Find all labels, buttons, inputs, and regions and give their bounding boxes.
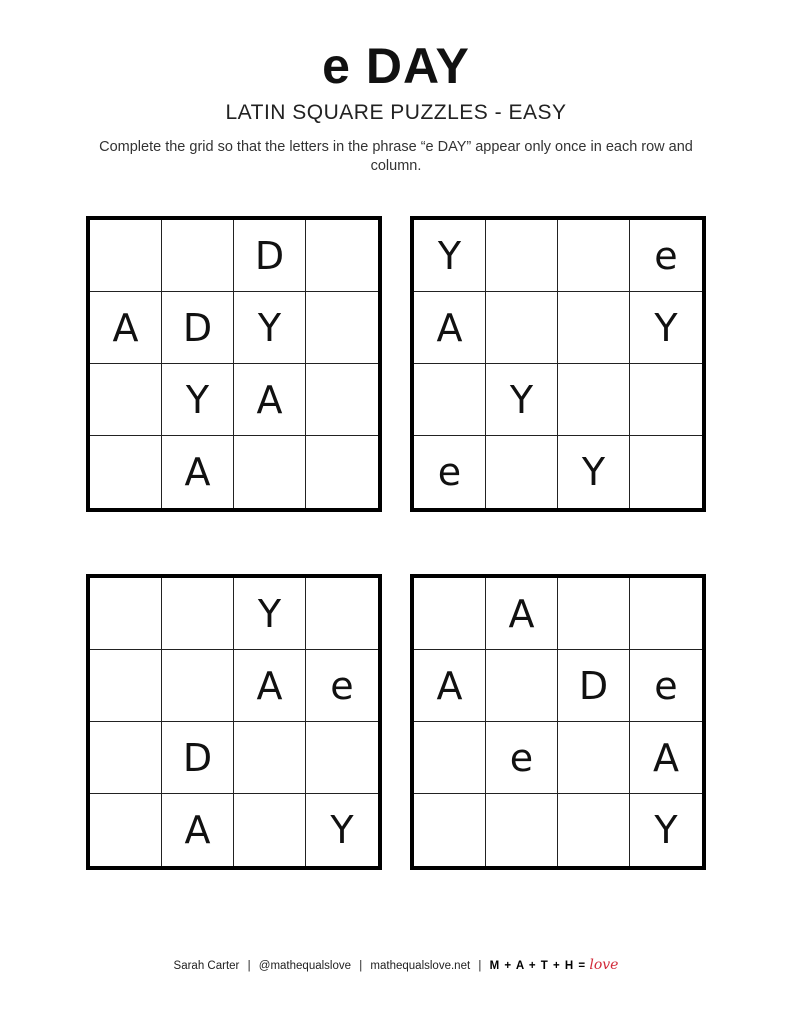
grid-cell[interactable] bbox=[90, 722, 162, 794]
grid-cell[interactable]: D bbox=[162, 292, 234, 364]
grid-cell[interactable] bbox=[234, 722, 306, 794]
grid-cell[interactable]: e bbox=[630, 220, 702, 292]
footer-separator: | bbox=[478, 960, 482, 972]
grid-cell[interactable]: Y bbox=[558, 436, 630, 508]
grid-cell[interactable] bbox=[90, 650, 162, 722]
grid-cell[interactable] bbox=[558, 292, 630, 364]
grid-cell[interactable] bbox=[90, 578, 162, 650]
grid-cell[interactable] bbox=[306, 292, 378, 364]
grid-cell[interactable] bbox=[234, 436, 306, 508]
grid-cell[interactable] bbox=[90, 436, 162, 508]
footer-website: mathequalslove.net bbox=[370, 960, 471, 972]
grid-cell[interactable] bbox=[558, 220, 630, 292]
grid-cell[interactable] bbox=[486, 292, 558, 364]
grid-cell[interactable] bbox=[630, 578, 702, 650]
grid-cell[interactable]: Y bbox=[234, 578, 306, 650]
footer-separator: | bbox=[359, 960, 363, 972]
grid-cell[interactable]: Y bbox=[414, 220, 486, 292]
footer-author: Sarah Carter bbox=[173, 960, 240, 972]
grid-cell[interactable] bbox=[162, 578, 234, 650]
grid-cell[interactable]: Y bbox=[486, 364, 558, 436]
grid-cell[interactable] bbox=[90, 794, 162, 866]
grid-cell[interactable]: A bbox=[90, 292, 162, 364]
grid-cell[interactable] bbox=[558, 722, 630, 794]
grid-cell[interactable]: A bbox=[162, 436, 234, 508]
grid-cell[interactable]: A bbox=[414, 292, 486, 364]
grid-cell[interactable] bbox=[486, 220, 558, 292]
grid-cell[interactable] bbox=[234, 794, 306, 866]
puzzle-grid-top-right bbox=[410, 216, 706, 512]
page-title: e DAY bbox=[322, 38, 470, 94]
grid-cell[interactable]: A bbox=[630, 722, 702, 794]
grid-cell[interactable] bbox=[630, 364, 702, 436]
footer bbox=[0, 957, 792, 974]
grid-cell[interactable] bbox=[306, 436, 378, 508]
footer-brand-love: love bbox=[589, 957, 619, 973]
instructions: Complete the grid so that the letters in the phrase “e DAY” appear only once in each row and column. bbox=[99, 139, 693, 174]
grid-cell[interactable]: D bbox=[162, 722, 234, 794]
grid-cell[interactable] bbox=[414, 364, 486, 436]
grid-cell[interactable] bbox=[414, 722, 486, 794]
grid-cell[interactable] bbox=[306, 220, 378, 292]
grid-cell[interactable]: e bbox=[486, 722, 558, 794]
page-subtitle: LATIN SQUARE PUZZLES - EASY bbox=[225, 101, 567, 124]
grid-cell[interactable]: A bbox=[486, 578, 558, 650]
grid-cell[interactable]: A bbox=[234, 650, 306, 722]
grid-cell[interactable] bbox=[558, 578, 630, 650]
grid-cell[interactable] bbox=[558, 364, 630, 436]
grid-cell[interactable] bbox=[162, 650, 234, 722]
grid-cell[interactable] bbox=[486, 794, 558, 866]
grid-cell[interactable] bbox=[558, 794, 630, 866]
grid-cell[interactable]: Y bbox=[654, 808, 678, 852]
footer-handle: @mathequalslove bbox=[258, 960, 352, 972]
grid-cell[interactable] bbox=[414, 578, 486, 650]
grid-cell[interactable]: e bbox=[306, 650, 378, 722]
footer-separator: | bbox=[247, 960, 251, 972]
grid-cell[interactable]: e bbox=[414, 436, 486, 508]
grid-cell[interactable] bbox=[486, 650, 558, 722]
footer-brand: M + A + T + H = bbox=[489, 960, 587, 972]
grid-cell[interactable] bbox=[630, 436, 702, 508]
puzzle-grid-top-left bbox=[86, 216, 382, 512]
grid-cell[interactable] bbox=[90, 364, 162, 436]
grid-cell[interactable]: A bbox=[162, 794, 234, 866]
grid-cell[interactable]: A bbox=[234, 364, 306, 436]
grid-cell[interactable] bbox=[306, 364, 378, 436]
grid-cell[interactable]: Y bbox=[162, 364, 234, 436]
grid-cell[interactable]: D bbox=[234, 220, 306, 292]
grid-cell[interactable] bbox=[90, 220, 162, 292]
grid-cell[interactable]: e bbox=[630, 650, 702, 722]
grid-cell[interactable]: Y bbox=[234, 292, 306, 364]
grid-cell[interactable]: A bbox=[414, 650, 486, 722]
grid-cell[interactable] bbox=[306, 722, 378, 794]
grid-cell[interactable]: Y bbox=[630, 292, 702, 364]
grid-cell[interactable] bbox=[486, 436, 558, 508]
puzzle-grid-bottom-right bbox=[410, 574, 706, 870]
grid-cell[interactable]: D bbox=[558, 650, 630, 722]
grid-cell[interactable] bbox=[306, 578, 378, 650]
puzzle-grid-bottom-left bbox=[86, 574, 382, 870]
grid-cell[interactable] bbox=[162, 220, 234, 292]
grid-cell[interactable]: Y bbox=[330, 808, 354, 852]
grid-cell[interactable] bbox=[414, 794, 486, 866]
